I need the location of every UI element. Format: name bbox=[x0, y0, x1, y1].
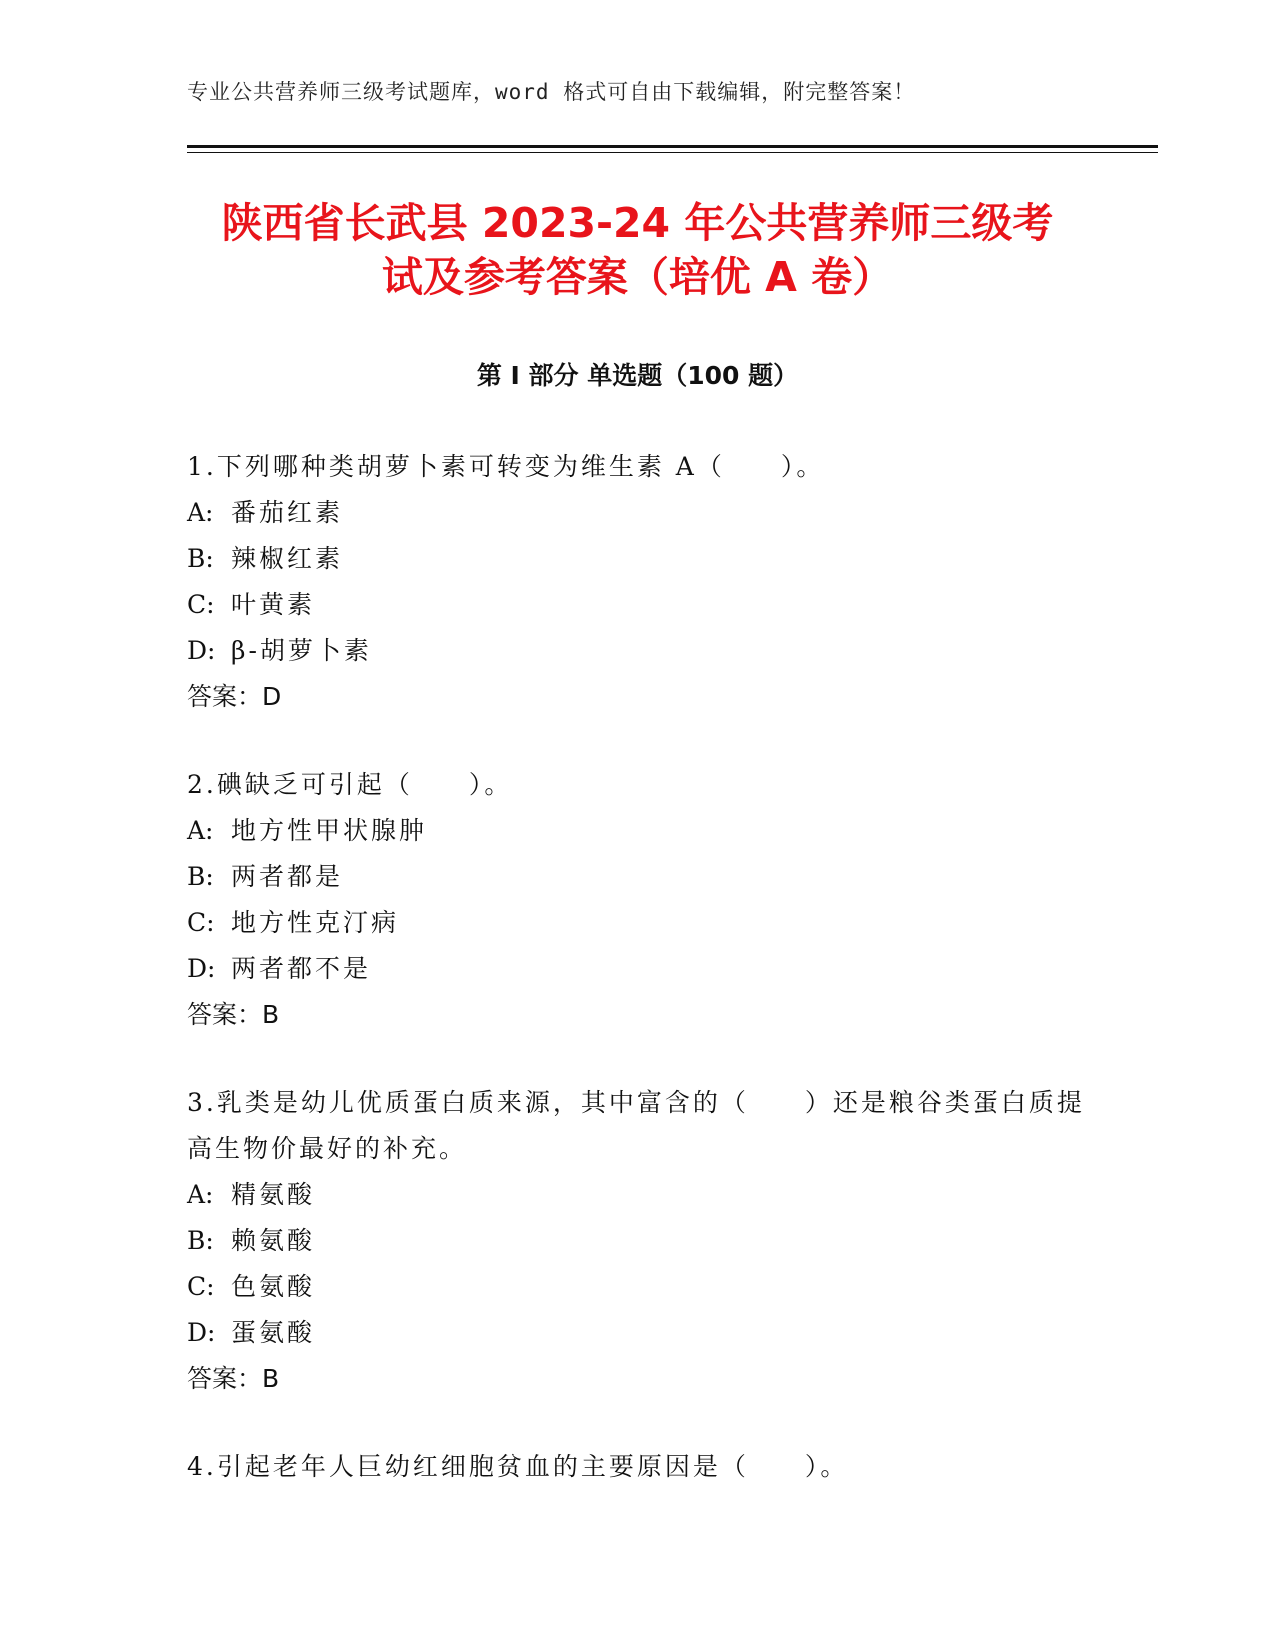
option-text: 地方性甲状腺肿 bbox=[231, 816, 428, 845]
question-text: 2.碘缺乏可引起（ ）。 bbox=[187, 770, 513, 799]
option-a bbox=[187, 490, 1087, 536]
question-text: 4.引起老年人巨幼红细胞贫血的主要原因是（ ）。 bbox=[187, 1452, 849, 1481]
section-title: 第 I 部分 单选题（100 题） bbox=[476, 361, 799, 390]
option-d bbox=[187, 946, 1087, 992]
question-3 bbox=[187, 1080, 1087, 1402]
question-1 bbox=[187, 444, 1087, 720]
option-key: B: bbox=[187, 544, 214, 573]
option-key: D: bbox=[187, 954, 216, 983]
answer: 答案：D bbox=[187, 682, 282, 711]
question-list bbox=[187, 444, 1087, 1532]
option-key: B: bbox=[187, 862, 214, 891]
option-d bbox=[187, 628, 1087, 674]
question-text: 1.下列哪种类胡萝卜素可转变为维生素 A（ ）。 bbox=[187, 452, 825, 481]
option-text: β-胡萝卜素 bbox=[231, 636, 372, 665]
option-b bbox=[187, 854, 1087, 900]
option-key: C: bbox=[187, 908, 215, 937]
answer: 答案：B bbox=[187, 1000, 280, 1029]
option-text: 番茄红素 bbox=[231, 498, 344, 527]
question-2 bbox=[187, 762, 1087, 1038]
option-key: D: bbox=[187, 1318, 216, 1347]
option-c bbox=[187, 1264, 1087, 1310]
option-key: C: bbox=[187, 1272, 215, 1301]
header-rule-thin bbox=[187, 152, 1158, 153]
option-key: B: bbox=[187, 1226, 214, 1255]
option-text: 两者都是 bbox=[231, 862, 344, 891]
option-a bbox=[187, 808, 1087, 854]
header-note: 专业公共营养师三级考试题库，word 格式可自由下载编辑，附完整答案！ bbox=[187, 80, 916, 104]
option-text: 赖氨酸 bbox=[231, 1226, 316, 1255]
header-rule-thick bbox=[187, 145, 1158, 148]
document-title bbox=[160, 196, 1115, 304]
option-text: 蛋氨酸 bbox=[231, 1318, 316, 1347]
option-text: 色氨酸 bbox=[231, 1272, 316, 1301]
option-b bbox=[187, 536, 1087, 582]
option-text: 叶黄素 bbox=[231, 590, 316, 619]
option-key: D: bbox=[187, 636, 216, 665]
option-c bbox=[187, 582, 1087, 628]
option-c bbox=[187, 900, 1087, 946]
option-b bbox=[187, 1218, 1087, 1264]
option-a bbox=[187, 1172, 1087, 1218]
option-key: A: bbox=[187, 498, 214, 527]
option-text: 精氨酸 bbox=[231, 1180, 316, 1209]
option-text: 辣椒红素 bbox=[231, 544, 344, 573]
question-4 bbox=[187, 1444, 1087, 1490]
document-title-line-1: 陕西省长武县 2023-24 年公共营养师三级考 bbox=[221, 199, 1054, 247]
document-title-line-2: 试及参考答案（培优 A 卷） bbox=[381, 253, 894, 301]
answer: 答案：B bbox=[187, 1364, 280, 1393]
question-text: 3.乳类是幼儿优质蛋白质来源，其中富含的（ ）还是粮谷类蛋白质提高生物价最好的补充。 bbox=[187, 1088, 1085, 1163]
option-text: 地方性克汀病 bbox=[231, 908, 400, 937]
option-key: A: bbox=[187, 1180, 214, 1209]
option-key: C: bbox=[187, 590, 215, 619]
option-d bbox=[187, 1310, 1087, 1356]
option-key: A: bbox=[187, 816, 214, 845]
option-text: 两者都不是 bbox=[231, 954, 372, 983]
